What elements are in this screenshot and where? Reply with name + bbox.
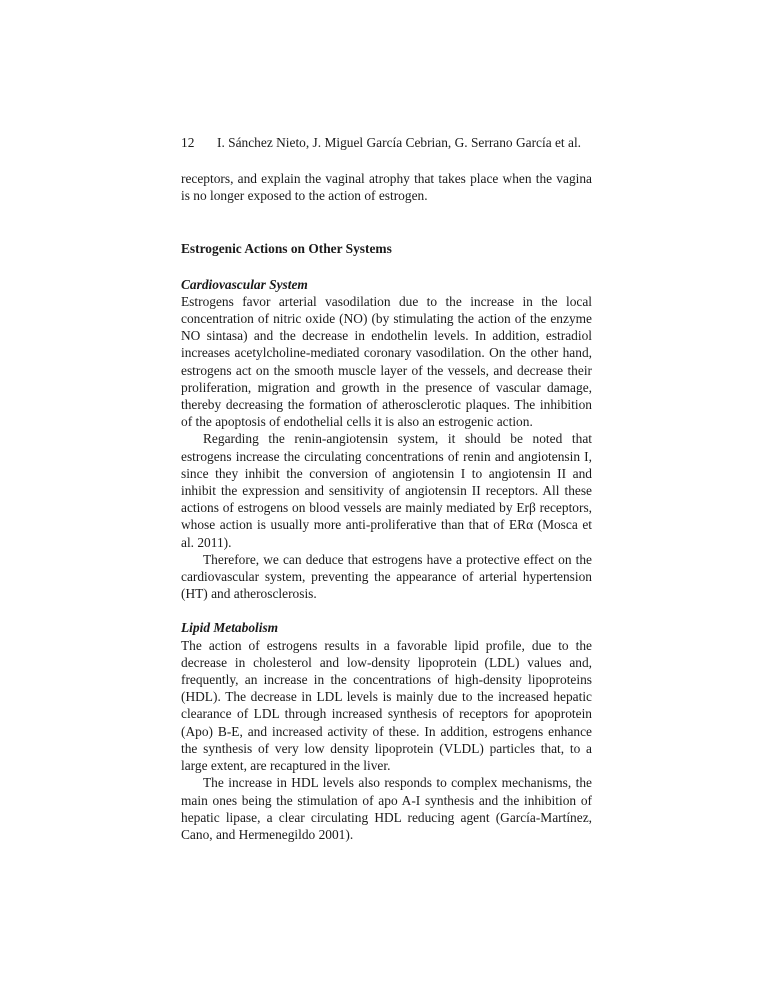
lipid-paragraph-1: The action of estrogens results in a favorable lipid profile, due to the decrease in cholesterol and low-density lipoprotein (LDL) values and, frequently, an increase in the concentrations of high-density lipoproteins (HDL). The decrease in LDL levels is mainly due to the increased hepatic clearance of LDL through increased synthesis of receptors for apoprotein (Apo) B-E, and increased activity of these. In addition, estrogens enhance the synthesis of very low density lipoprotein (VLDL) particles that, to a large extent, are recaptured in the liver. bbox=[181, 637, 592, 774]
cardiovascular-paragraph-2: Regarding the renin-angiotensin system, it should be noted that estrogens increase the circulating concentrations of renin and angiotensin I, since they inhibit the conversion of angiotensin I to angiotensin II and inhibit the expression and sensitivity of angiotensin II receptors. All these actions of estrogens on blood vessels are mainly mediated by Erβ receptors, whose action is usually more anti-proliferative than that of ERα (Mosca et al. 2011). bbox=[181, 431, 592, 550]
lipid-paragraph-2: The increase in HDL levels also responds to complex mechanisms, the main ones being the stimulation of apo A-I synthesis and the inhibition of hepatic lipase, a clear circulating HDL reducing agent (García-Martínez, Cano, and Hermenegildo 2001). bbox=[181, 775, 592, 842]
running-header bbox=[181, 134, 601, 152]
spacer bbox=[181, 258, 592, 276]
cardiovascular-paragraph-1: Estrogens favor arterial vasodilation due to the increase in the local concentration of nitric oxide (NO) (by stimulating the action of the enzyme NO sintasa) and the decrease in endothelin levels. In addition, estradiol increases acetylcholine-mediated coronary vasodilation. On the other hand, estrogens act on the smooth muscle layer of the vessels, and decrease their proliferation, migration and growth in the presence of vascular damage, thereby decreasing the formation of atherosclerotic plaques. The inhibition of the apoptosis of endothelial cells it is also an estrogenic action. bbox=[181, 293, 592, 430]
cardiovascular-paragraph-3: Therefore, we can deduce that estrogens have a protective effect on the cardiovascular system, preventing the appearance of arterial hypertension (HT) and atherosclerosis. bbox=[181, 551, 592, 602]
body-text bbox=[181, 170, 592, 843]
spacer bbox=[181, 204, 592, 240]
author-line: I. Sánchez Nieto, J. Miguel García Cebrian, G. Serrano García et al. bbox=[217, 135, 582, 150]
subsection-heading-lipid: Lipid Metabolism bbox=[181, 620, 279, 636]
spacer bbox=[181, 602, 592, 619]
page-number: 12 bbox=[181, 135, 195, 150]
section-heading: Estrogenic Actions on Other Systems bbox=[181, 241, 392, 257]
intro-paragraph: receptors, and explain the vaginal atrophy that takes place when the vagina is no longer exposed to the action of estrogen. bbox=[181, 171, 592, 204]
subsection-heading-cardiovascular: Cardiovascular System bbox=[181, 276, 308, 292]
